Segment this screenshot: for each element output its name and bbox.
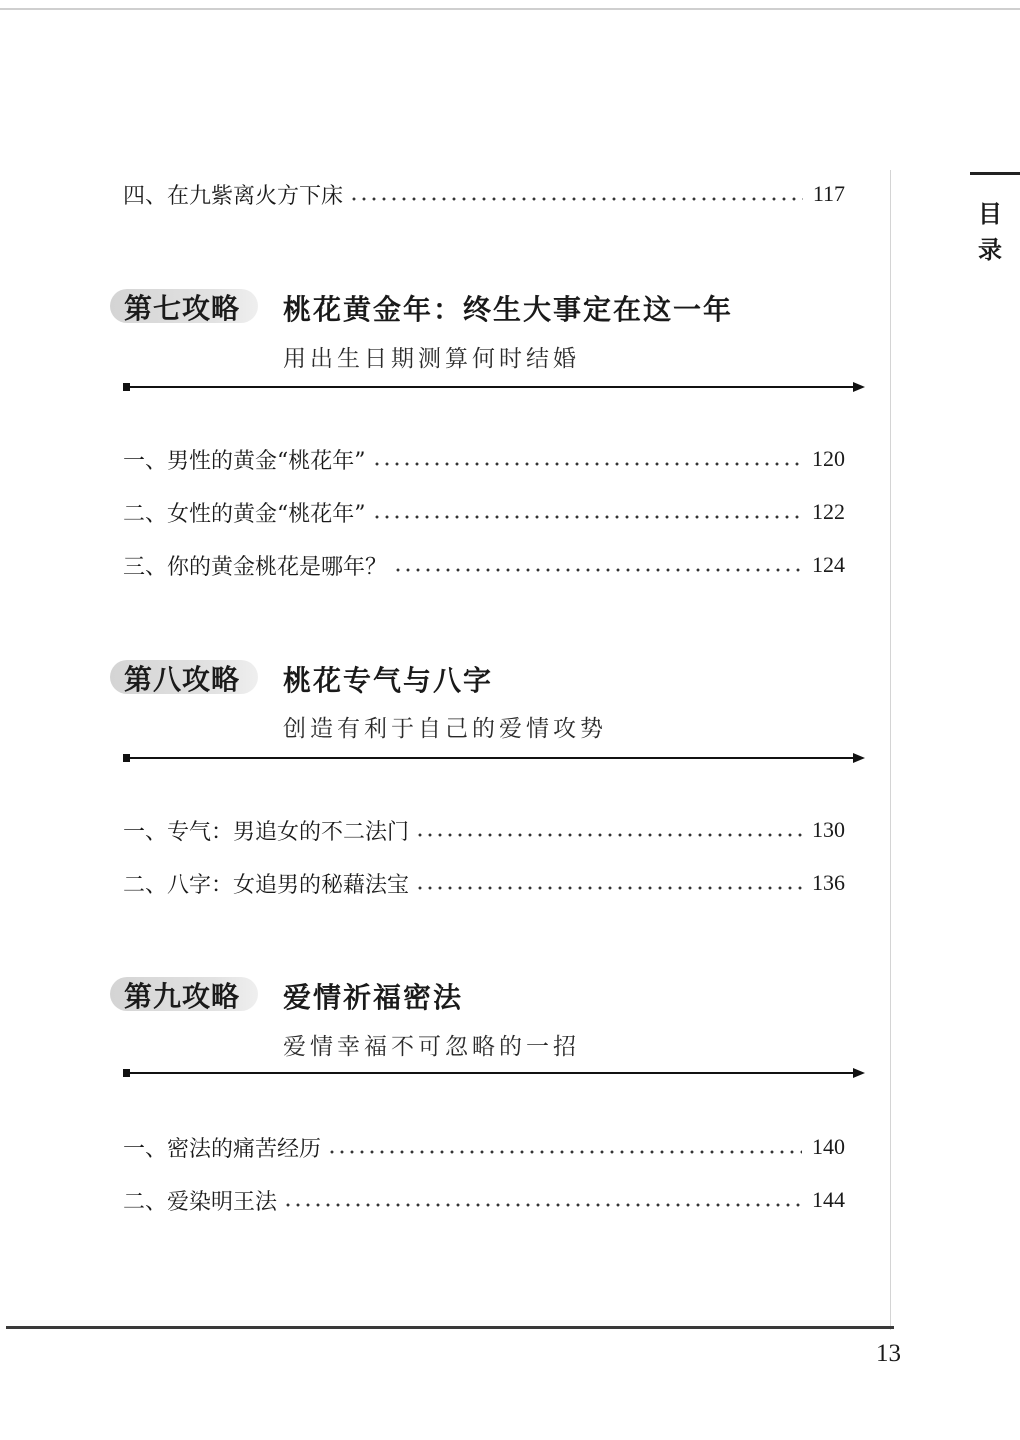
chapter-badge-label: 第七攻略 [124, 292, 241, 325]
chapter-title: 桃花黄金年：终生大事定在这一年 [283, 293, 734, 326]
dot-leader [327, 1150, 802, 1154]
chapter-subtitle: 用出生日期测算何时结婚 [283, 346, 580, 372]
chapter-badge [110, 287, 241, 327]
toc-entry-page: 117 [812, 181, 845, 206]
dot-leader [349, 197, 803, 201]
toc-entry[interactable] [123, 495, 845, 529]
toc-entry-title: 四、在九紫离火方下床 [123, 183, 344, 209]
toc-entry-page: 140 [812, 1134, 845, 1159]
toc-entry-page: 130 [812, 817, 845, 842]
dot-leader [283, 1203, 802, 1207]
side-tab-label: 目录 [978, 200, 1002, 264]
toc-entry-title: 一、专气：男追女的不二法门 [123, 819, 410, 845]
toc-entry-title: 三、你的黄金桃花是哪年？ [123, 554, 388, 580]
footer-rule [6, 1326, 894, 1329]
toc-entry-title: 二、八字：女追男的秘藉法宝 [123, 872, 410, 898]
toc-entry-title: 二、女性的黄金“桃花年” [123, 501, 366, 527]
toc-entry-page: 144 [812, 1187, 845, 1212]
chapter-arrow-rule [123, 751, 865, 765]
side-tab-rule [970, 172, 1020, 175]
dot-leader [372, 462, 803, 466]
chapter-title: 爱情祈福密法 [283, 981, 464, 1014]
chapter-title: 桃花专气与八字 [283, 664, 494, 697]
chapter-badge [110, 975, 241, 1015]
toc-entry-title: 二、爱染明王法 [123, 1189, 278, 1215]
chapter-badge-label: 第九攻略 [124, 980, 241, 1013]
dot-leader [415, 886, 802, 890]
toc-entry-page: 122 [812, 499, 845, 524]
chapter-arrow-rule [123, 380, 865, 394]
toc-entry[interactable] [123, 442, 845, 476]
toc-entry-title: 一、密法的痛苦经历 [123, 1136, 322, 1162]
dot-leader [393, 568, 802, 572]
chapter-subtitle: 创造有利于自己的爱情攻势 [283, 716, 607, 742]
dot-leader [415, 833, 802, 837]
toc-entry[interactable] [123, 813, 845, 847]
toc-entry[interactable] [123, 177, 845, 211]
dot-leader [372, 515, 803, 519]
chapter-badge-label: 第八攻略 [124, 663, 241, 696]
page-number: 13 [876, 1340, 901, 1367]
chapter-subtitle: 爱情幸福不可忽略的一招 [283, 1034, 580, 1060]
chapter-arrow-rule [123, 1066, 865, 1080]
toc-entry-page: 124 [812, 552, 845, 577]
top-edge-rule [0, 8, 1020, 10]
toc-entry[interactable] [123, 1183, 845, 1217]
chapter-badge [110, 658, 241, 698]
toc-entry-title: 一、男性的黄金“桃花年” [123, 448, 366, 474]
toc-entry[interactable] [123, 1130, 845, 1164]
toc-entry-page: 136 [812, 870, 845, 895]
toc-entry-page: 120 [812, 446, 845, 471]
toc-entry[interactable] [123, 548, 845, 582]
margin-line [890, 170, 891, 1330]
toc-entry[interactable] [123, 866, 845, 900]
